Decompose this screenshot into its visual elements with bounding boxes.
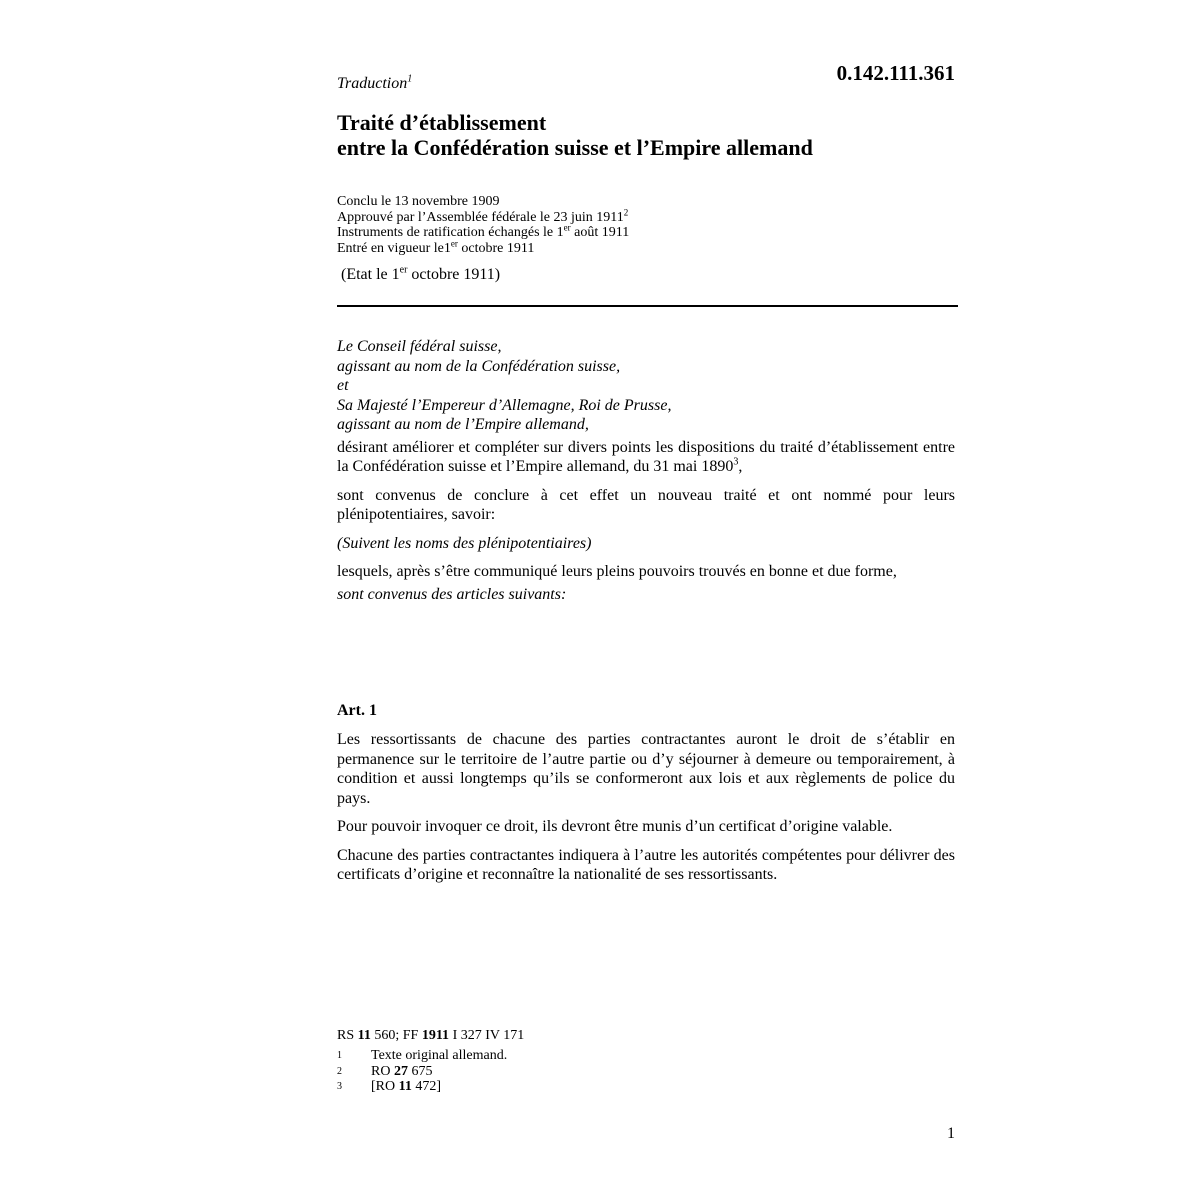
header-divider xyxy=(337,305,958,307)
preamble xyxy=(337,337,955,613)
document-title: Traité d’établissement entre la Confédération suisse et l’Empire allemand xyxy=(337,110,813,160)
footnotes xyxy=(337,1048,507,1095)
status-date: (Etat le 1er octobre 1911) xyxy=(341,264,501,283)
approved-date: Approuvé par l’Assemblée fédérale le 23 juin 1911$^2$ xyxy=(337,206,629,225)
preamble-paragraph: sont convenus de conclure à cet effet un nouveau traité et ont nommé pour leurs plénipotentiaires, savoir: xyxy=(337,486,955,523)
preamble-paragraph: (Suivent les noms des plénipotentiaires) xyxy=(337,534,592,552)
footnote: 1 Texte original allemand. xyxy=(337,1048,508,1063)
footnote-ref-2[interactable]: 2 xyxy=(623,206,629,217)
preamble-paragraph: désirant améliorer et compléter sur divers points les dispositions du traité d’établissement entre la Confédération suisse et l’Empire allemand, du 31 mai 1890$^3$, xyxy=(337,438,955,475)
preamble-paragraph: sont convenus des articles suivants: xyxy=(337,585,567,603)
preamble-paragraph: lesquels, après s’être communiqué leurs pleins pouvoirs trouvés en bonne et due forme, xyxy=(337,563,897,580)
footnote-ref-3[interactable]: 3 xyxy=(733,456,739,468)
concluded-date: Conclu le 13 novembre 1909 xyxy=(337,194,500,209)
parties: Le Conseil fédéral suisse, agissant au nom de la Confédération suisse, et Sa Majesté l’Empereur d’Allemagne, Roi de Prusse, agissant au nom de l’Empire allemand, xyxy=(337,338,672,433)
article-paragraph: Chacune des parties contractantes indiquera à l’autre les autorités compétentes pour délivrer des certificats d’origine et reconnaître la nationalité de ses ressortissants. xyxy=(337,846,955,883)
source-reference: RS 11 560; FF 1911 I 327 IV 171 xyxy=(337,1028,525,1043)
document-code: 0.142.111.361 xyxy=(836,61,955,85)
article-paragraph: Les ressortissants de chacune des parties contractantes auront le droit de s’établir en permanence sur le territoire de l’autre partie ou d’y séjourner à demeure ou temporairement, à condition et aussi longtemps qu’ils se conformeront aux lois et aux règlements de police du pays. xyxy=(337,731,955,807)
article-heading: Art. 1 xyxy=(337,702,377,719)
entry-into-force-date: Entré en vigueur le1er octobre 1911 xyxy=(337,237,535,256)
article-paragraph: Pour pouvoir invoquer ce droit, ils devront être munis d’un certificat d’origine valable. xyxy=(337,818,893,835)
translation-label: Traduction$^1$ xyxy=(337,73,413,92)
treaty-metadata xyxy=(337,194,629,256)
footnote: 2 RO 27 675 xyxy=(337,1063,433,1079)
ratification-date: Instruments de ratification échangés le 1er août 1911 xyxy=(337,222,630,240)
article-body xyxy=(337,730,955,894)
footnote-ref-1[interactable]: 1 xyxy=(407,73,413,85)
footnote: 3 [RO 11 472] xyxy=(337,1079,442,1094)
page-number: 1 xyxy=(947,1125,955,1142)
